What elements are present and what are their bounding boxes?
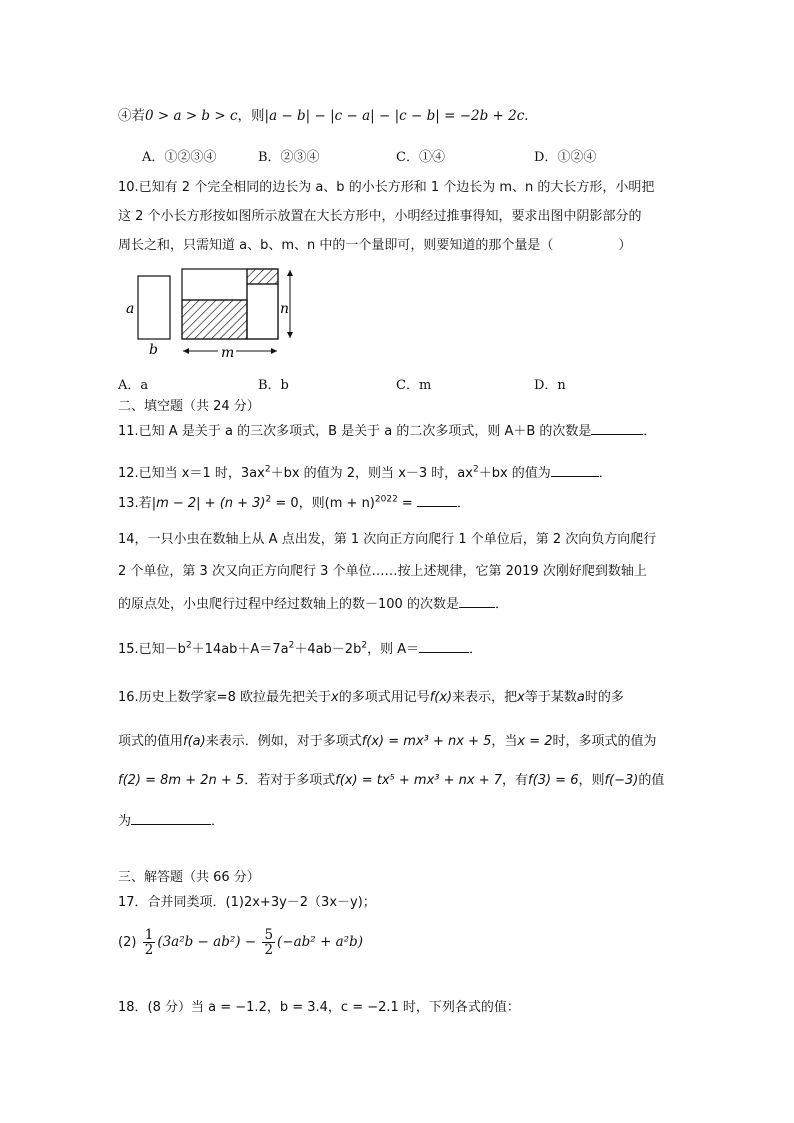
q10-line3: 周长之和，只需知道 a、b、m、n 中的一个量即可，则要知道的那个量是（ ）	[118, 238, 632, 253]
q11-blank	[591, 420, 643, 435]
shaded-region-upper	[247, 269, 278, 284]
q16-line1: 16.历史上数学家=8 欧拉最先把关于x的多项式用记号f(x)来表示，把x等于某数a时的多	[118, 690, 624, 705]
q9-option-d: D．①②④	[534, 150, 597, 165]
q14-line2: 2 个单位，第 3 次又向正方向爬行 3 个单位……按上述规律，它第 2019 次刚好爬到数轴上	[118, 564, 647, 579]
q14-line3: 的原点处，小虫爬行过程中经过数轴上的数－100 的次数是 ．	[118, 593, 508, 615]
q10-option-d: D．n	[534, 378, 566, 393]
q10-option-c: C．m	[396, 378, 432, 393]
q10-line1: 10.已知有 2 个完全相同的边长为 a、b 的小长方形和 1 个边长为 m、n 的大长方形，小明把	[118, 180, 655, 195]
q13-blank	[417, 492, 457, 507]
q17-part2: (2) $\frac{1}{2}$ (3a²b − ab²) − $\frac{5}{2}$ (−ab² + a²b)	[118, 927, 363, 958]
q10-line2: 这 2 个小长方形按如图所示放置在大长方形中，小明经过推事得知，要求出图中阴影部分的	[118, 209, 642, 224]
q13: 13.若$|m - 2| + (n + 3)^2 = 0$，则$(m + n)^{2022}$ = ．	[118, 492, 470, 514]
q15-blank	[419, 638, 469, 653]
q14-blank	[459, 593, 495, 608]
q10-option-b: B．b	[258, 378, 289, 393]
q10-option-a: A．a	[118, 378, 149, 393]
label-m: m	[221, 345, 235, 361]
label-n: n	[280, 301, 290, 317]
q12-blank	[551, 462, 599, 477]
q16-line3: f(2) = 8m + 2n + 5．若对于多项式f(x) = tx⁵ + mx³ + nx + 7，有f(3) = 6，则f(−3)的值	[118, 773, 665, 788]
q17-line1: 17．合并同类项．(1)2x+3y－2（3x－y)；	[118, 895, 376, 910]
q16-blank	[131, 810, 211, 825]
q11: 11.已知 A 是关于 a 的三次多项式，B 是关于 a 的二次多项式，则 A＋B 的次数是 ．	[118, 420, 656, 442]
q14-line1: 14，一只小虫在数轴上从 A 点出发，第 1 次向正方向爬行 1 个单位后，第 2 次向负方向爬行	[118, 532, 657, 547]
q9-option-b: B．②③④	[258, 150, 320, 165]
q16-line2: 项式的值用f(a)来表示．例如，对于多项式f(x) = mx³ + nx + 5，当x = 2时，多项式的值为	[118, 734, 657, 749]
q15: 15.已知$-b^2+14ab+A=7a^2+4ab-2b^2$，则 A＝ ．	[118, 638, 482, 660]
shaded-region-lower	[182, 300, 247, 339]
label-b: b	[149, 342, 158, 358]
section-fill-in: 二、填空题（共 24 分）	[118, 399, 260, 414]
q9-option-c: C．①④	[396, 150, 445, 165]
q18: 18．(8 分）当 a = −1.2，b = 3.4，c = −2.1 时，下列各式的值：	[118, 1000, 520, 1015]
q9-item4: ④若0 > a > b > c，则|a − b| − |c − a| − |c − b| = −2b + 2c．	[118, 108, 538, 124]
q16-line4: 为 ．	[118, 810, 224, 832]
q12: 12.已知当 x＝1 时，$3ax^2+bx$ 的值为 2，则当 x－3 时，$ax^2+bx$ 的值为 ．	[118, 462, 612, 484]
section-solutions: 三、解答题（共 66 分）	[118, 870, 260, 885]
small-rectangle	[138, 276, 170, 339]
label-a: a	[126, 301, 135, 317]
q9-option-a: A．①②③④	[142, 150, 217, 165]
q10-figure	[118, 262, 308, 362]
